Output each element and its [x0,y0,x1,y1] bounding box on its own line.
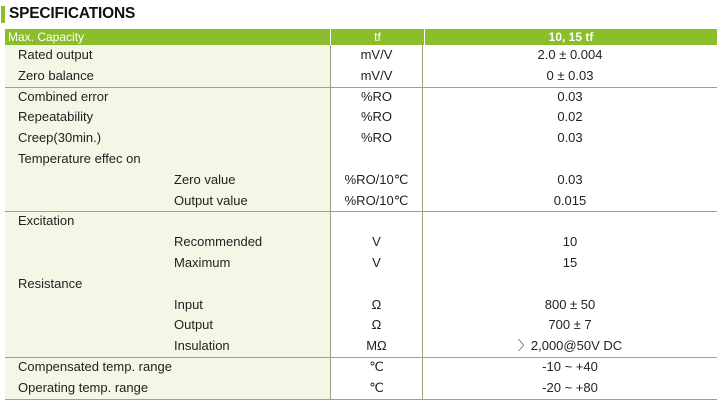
row-value: 15 [422,253,717,274]
row-unit: %RO/10℃ [330,191,422,212]
row-unit: %RO [330,87,422,108]
table-header-row [5,29,717,45]
row-label: Zero value [174,171,236,187]
row-label: Repeatability [18,109,94,125]
row-label: Operating temp. range [18,379,149,395]
row-value [422,149,717,170]
row-value: 2.0 ± 0.004 [422,45,717,66]
header-unit: tf [330,29,424,45]
row-unit: Ω [330,295,422,316]
table-row [5,336,717,357]
row-unit: ℃ [330,378,422,399]
row-label: Temperature effec on [18,150,141,166]
row-unit [330,211,422,232]
row-value: -20 ~ +80 [422,378,717,399]
table-row [5,211,717,232]
row-label: Creep(30min.) [18,130,102,146]
table-row [5,87,717,108]
row-unit [330,149,422,170]
row-label: Combined error [18,88,109,104]
table-row [5,253,717,274]
table-row [5,232,717,253]
row-unit: %RO [330,107,422,128]
row-label: Output value [174,192,248,208]
row-unit: V [330,232,422,253]
row-label: Resistance [18,275,83,291]
section-heading [0,4,135,24]
row-label: Output [174,317,214,333]
table-bottom-border [5,399,717,400]
header-label: Max. Capacity [8,30,85,44]
row-unit [330,274,422,295]
table-row [5,107,717,128]
row-unit: V [330,253,422,274]
row-label: Excitation [18,213,75,229]
table-row [5,274,717,295]
row-label: Insulation [174,338,230,354]
table-group [5,357,717,399]
row-value: -10 ~ +40 [422,357,717,378]
table-row [5,295,717,316]
row-value: 700 ± 7 [422,315,717,336]
row-value [422,211,717,232]
table-row [5,357,717,378]
page-title: SPECIFICATIONS [9,5,136,22]
row-unit: MΩ [330,336,422,357]
table-row [5,45,717,66]
table-group [5,211,717,357]
table-group [5,45,717,87]
row-value: 800 ± 50 [422,295,717,316]
row-label: Compensated temp. range [18,358,172,374]
row-label: Input [174,296,203,312]
row-label: Rated output [18,47,93,62]
row-value: 0.03 [422,170,717,191]
table-row [5,170,717,191]
row-label: Recommended [174,234,263,250]
row-unit: mV/V [330,66,422,87]
specifications-table [5,29,717,400]
row-unit: %RO/10℃ [330,170,422,191]
row-value: 0.02 [422,107,717,128]
row-unit: mV/V [330,45,422,66]
row-value: 0.03 [422,87,717,108]
row-value [422,274,717,295]
table-row [5,315,717,336]
header-value: 10, 15 tf [424,29,717,45]
row-unit: %RO [330,128,422,149]
row-label: Maximum [174,254,231,270]
row-label: Zero balance [18,67,94,83]
table-row [5,191,717,212]
table-row [5,66,717,87]
table-row [5,128,717,149]
row-value: 0.03 [422,128,717,149]
heading-accent-bar [1,6,5,23]
table-group [5,87,717,212]
table-row [5,378,717,399]
row-value: 0.015 [422,191,717,212]
row-value: 〉2,000@50V DC [422,336,717,357]
row-unit: ℃ [330,357,422,378]
table-row [5,149,717,170]
row-value: 0 ± 0.03 [422,66,717,87]
row-value: 10 [422,232,717,253]
row-unit: Ω [330,315,422,336]
